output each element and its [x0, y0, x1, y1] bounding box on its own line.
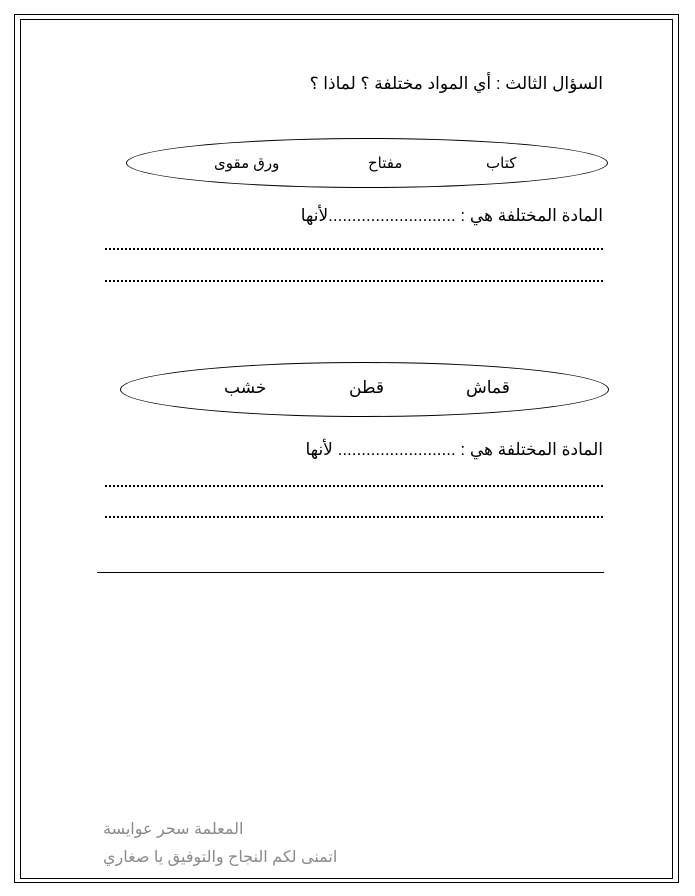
oval2-item-3: خشب: [224, 378, 267, 397]
oval2-item-1: قماش: [466, 378, 510, 397]
oval1-item-3: ورق مقوى: [214, 155, 280, 172]
answer-line-2: المادة المختلفة هي : ......................... لأنها: [305, 440, 603, 459]
writing-line-2b: [105, 516, 603, 518]
oval2-item-2: قطن: [349, 378, 385, 397]
oval1-item-2: مفتاح: [368, 155, 403, 172]
writing-line-2a: [105, 485, 603, 487]
good-luck-wish: اتمنى لكم النجاح والتوفيق يا صغاري: [103, 849, 338, 866]
question-heading: السؤال الثالث : أي المواد مختلفة ؟ لماذا ؟: [309, 74, 603, 93]
answer-line-1: المادة المختلفة هي : ...........................لأنها: [300, 206, 603, 225]
materials-oval-1: [126, 138, 608, 188]
section-divider: [97, 572, 604, 573]
writing-line-1a: [105, 248, 603, 250]
teacher-name: المعلمة سحر عوايسة: [103, 821, 244, 838]
writing-line-1b: [105, 280, 603, 282]
oval1-item-1: كتاب: [486, 155, 517, 172]
